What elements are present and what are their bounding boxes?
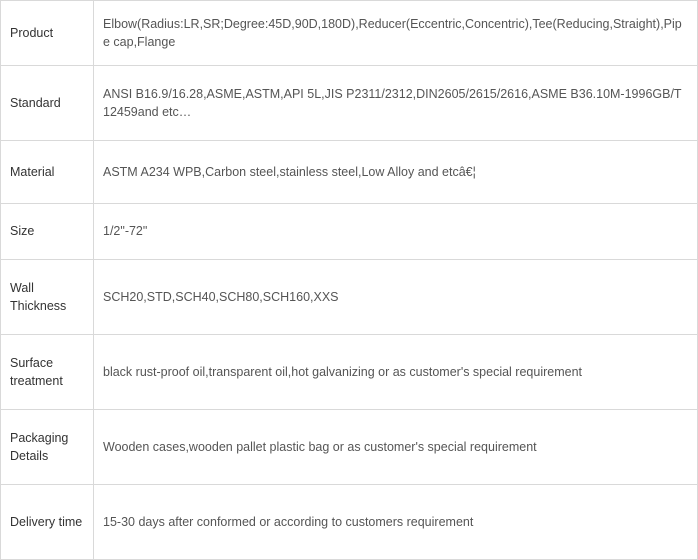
row-value-packaging-details: Wooden cases,wooden pallet plastic bag or as customer's special requirement xyxy=(94,410,698,485)
row-value-product: Elbow(Radius:LR,SR;Degree:45D,90D,180D),Reducer(Eccentric,Concentric),Tee(Reducing,Straight),Pipe cap,Flange xyxy=(94,1,698,66)
table-row xyxy=(1,204,698,260)
row-label-size: Size xyxy=(1,204,94,260)
row-label-standard: Standard xyxy=(1,66,94,141)
row-value-wall-thickness: SCH20,STD,SCH40,SCH80,SCH160,XXS xyxy=(94,260,698,335)
table-row xyxy=(1,335,698,410)
table-row xyxy=(1,260,698,335)
row-label-wall-thickness: Wall Thickness xyxy=(1,260,94,335)
row-label-packaging-details: Packaging Details xyxy=(1,410,94,485)
table-row xyxy=(1,66,698,141)
row-label-delivery-time: Delivery time xyxy=(1,485,94,560)
table-row xyxy=(1,1,698,66)
row-value-standard: ANSI B16.9/16.28,ASME,ASTM,API 5L,JIS P2311/2312,DIN2605/2615/2616,ASME B36.10M-1996GB/T 12459and etc… xyxy=(94,66,698,141)
row-value-delivery-time: 15-30 days after conformed or according to customers requirement xyxy=(94,485,698,560)
row-label-surface-treatment: Surface treatment xyxy=(1,335,94,410)
table-row xyxy=(1,410,698,485)
row-value-surface-treatment: black rust-proof oil,transparent oil,hot galvanizing or as customer's special requirement xyxy=(94,335,698,410)
row-label-material: Material xyxy=(1,141,94,204)
table-row xyxy=(1,485,698,560)
row-value-material: ASTM A234 WPB,Carbon steel,stainless steel,Low Alloy and etcâ€¦ xyxy=(94,141,698,204)
row-label-product: Product xyxy=(1,1,94,66)
row-value-size: 1/2"-72" xyxy=(94,204,698,260)
table-row xyxy=(1,141,698,204)
